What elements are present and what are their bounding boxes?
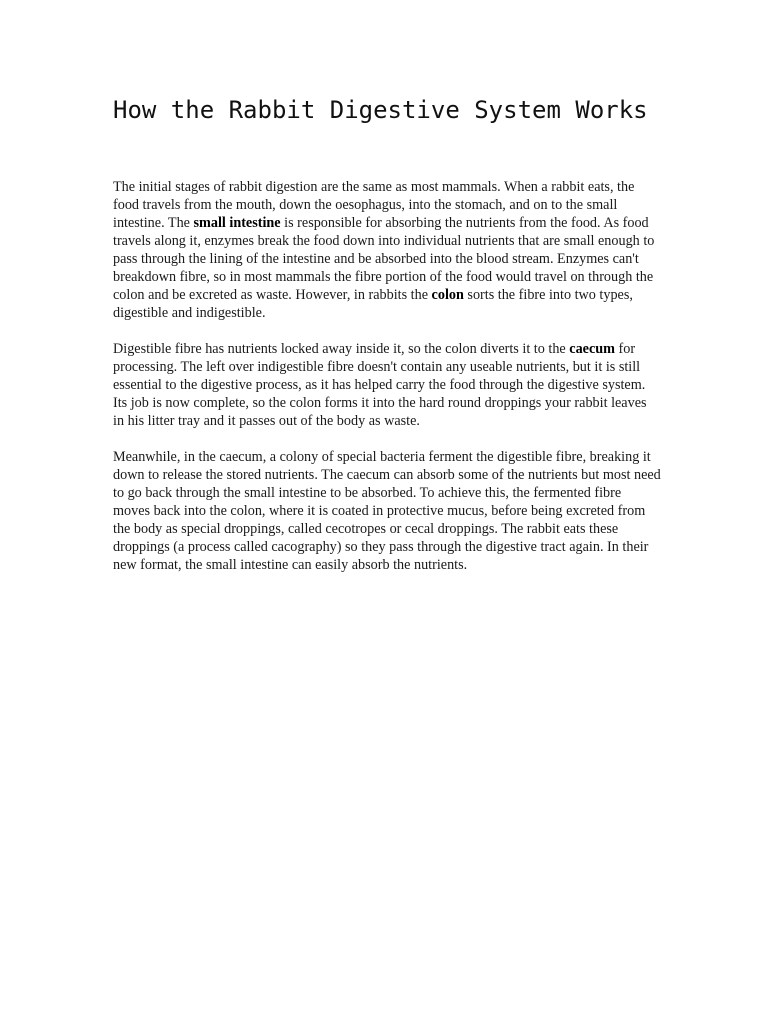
paragraph-1-text-b: is responsible for absorbing the nutrients from the food. As food travels along it, enzymes break the food down into individual nutrients that are small enough to pass through the lining of the intestine and be absorbed into the blood stream. Enzymes can't breakdown fibre, so in most mammals the fibre portion of the food would travel on through the colon and be excreted as waste. However, in rabbits the <box>113 215 655 303</box>
term-small-intestine: small intestine <box>193 215 281 231</box>
paragraph-3: Meanwhile, in the caecum, a colony of special bacteria ferment the digestible fibre, breaking it down to release the stored nutrients. The caecum can absorb some of the nutrients but most need to go back through the small intestine to be absorbed. To achieve this, the fermented fibre moves back into the colon, where it is coated in protective mucus, before being excreted from the body as special droppings, called cecotropes or cecal droppings. The rabbit eats these droppings (a process called cacography) so they pass through the digestive tract again. In their new format, the small intestine can easily absorb the nutrients. <box>113 449 661 573</box>
paragraph-1-text-c: sorts the fibre into two types, digestible and indigestible. <box>113 287 633 321</box>
term-caecum: caecum <box>569 341 615 357</box>
paragraph-2-text-b: for processing. The left over indigestible fibre doesn't contain any useable nutrients, but it is still essential to the digestive process, as it has helped carry the food through the digestive system. Its job is now complete, so the colon forms it into the hard round droppings your rabbit leaves in his litter tray and it passes out of the body as waste. <box>113 341 647 429</box>
paragraph-2-text-a: Digestible fibre has nutrients locked away inside it, so the colon diverts it to the <box>113 341 570 357</box>
paragraph-2 <box>113 340 661 430</box>
paragraph-1-text-a: The initial stages of rabbit digestion are the same as most mammals. When a rabbit eats, the food travels from the mouth, down the oesophagus, into the stomach, and on to the small intestine. The <box>113 179 635 231</box>
term-colon: colon <box>431 287 464 303</box>
page-title: How the Rabbit Digestive System Works <box>113 96 648 124</box>
paragraph-1 <box>113 178 661 322</box>
article-body <box>113 178 661 592</box>
